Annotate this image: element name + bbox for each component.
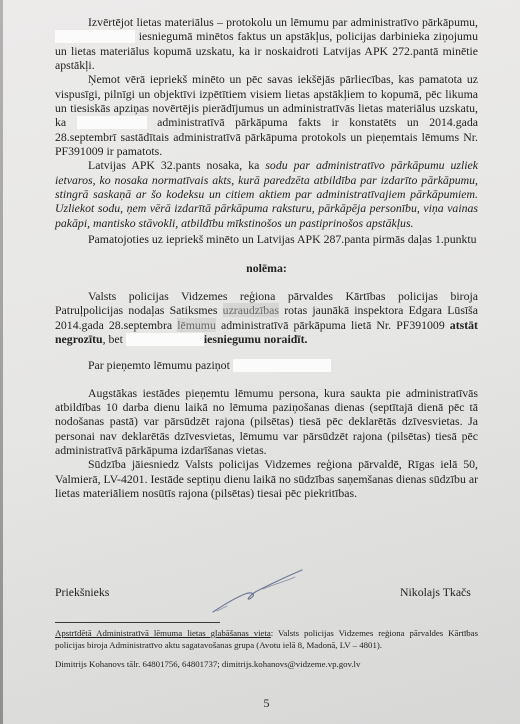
redaction-box: [55, 30, 135, 43]
smudged-word: lēmumu: [177, 317, 216, 332]
paragraph-text: Ņemot vērā iepriekš minēto un pēc savas iekšējās pārliecības, kas pamatota uz vispusīgi, pilnīgi un objektīvi izpētītiem visiem lietas apstākļiem to kopumā, pēc likuma un tiesiskās apziņas novērtējis pierādījumus un administratīvās lietas materiālus uzskatu, ka: [55, 72, 478, 130]
paragraph-legal-basis: [55, 232, 478, 246]
signatory-name: Nikolajs Tkačs: [400, 585, 471, 599]
page-number: 5: [263, 696, 270, 710]
footer-divider: [55, 622, 220, 623]
paragraph-text: Pamatojoties uz iepriekš minēto un Latvijas APK 287.panta pirmās daļas 1.punktu: [88, 232, 477, 247]
paragraph-apk-32: [55, 158, 478, 230]
notification-line: [55, 358, 478, 372]
paragraph-text: iesniegumā minētos faktus un apstākļus, policijas darbinieka ziņojumu un lietas materiālus kopumā uzskatu, ka ir noskaidroti Latvijas APK 272.pantā minētie apstākļi.: [55, 29, 478, 73]
decision-heading: nolēma:: [246, 261, 287, 275]
decision-text-bold: atstāt negrozītu: [55, 317, 478, 346]
document-body: [55, 15, 478, 500]
paragraph-text: Augstākas iestādes pieņemtu lēmumu persona, kura saukta pie administratīvās atbildības 10 darba dienu laikā no lēmuma paziņošanas dienas (septītajā dienā pēc tā nodošanas pastā) var pārsūdzēt rajona (pilsētas) tiesā pēc deklarētās dzīvesvietas. Ja personai nav deklarētās dzīvesvietas, lēmumu var pārsūdzēt rajona (pilsētas) tiesā pēc administratīvā pārkāpuma izdarīšanas vietas.: [55, 385, 478, 457]
storage-location-label: Apstrīdētā Administratīvā lēmuma lietas glabāšanas vieta: [55, 628, 271, 638]
paragraph-text: , bet: [102, 331, 123, 346]
paragraph-text: Par pieņemto lēmumu paziņot: [88, 357, 230, 372]
document-footer: [55, 627, 478, 670]
smudged-word: uzraudzības: [222, 303, 280, 318]
contact-line: Dimitrijs Kohanovs tālr. 64801756, 64801737; dimitrijs.kohanovs@vidzeme.vp.gov.lv: [55, 659, 361, 669]
redaction-box: [77, 116, 147, 129]
paragraph-text: Sūdzība jāiesniedz Valsts policijas Vidzemes reģiona pārvaldē, Rīgas ielā 50, Valmierā, LV-4201. Iestāde septiņu dienu laikā no sūdzības saņemšanas dienas sūdzību ar lietas materiāliem nosūtīs rajona (pilsētas) tiesai pēc piekritības.: [55, 457, 478, 500]
paragraph-considering: [55, 72, 478, 158]
paragraph-text: Valsts policijas Vidzemes reģiona pārvaldes Kārtības policijas biroja Patruļpolicijas nodaļas Satiksmes: [55, 288, 478, 318]
paragraph-text: rotas jaunākā inspektora Edgara Lūsīša 2014.gada 28.septembra: [55, 303, 479, 332]
quoted-law-text: sodu par administratīvo pārkāpumu uzliek ietvaros, ko nosaka normatīvais akts, kurā paredzēta atbildība par izdarīto pārkāpumu, stingrā saskaņā ar šo kodeksu un citiem aktiem par administratīvajiem pārkāpumiem. Uzliekot sodu, ņem vērā izdarītā pārkāpuma raksturu, pārkāpēja personību, viņa vainas pakāpi, mantisko stāvokli, atbildību mīkstinošos un pastiprinošos apstākļus.: [55, 158, 478, 230]
paragraph-text: Latvijas APK 32.pants nosaka, ka: [88, 158, 260, 173]
storage-location-text: : Valsts policijas Vidzemes reģiona pārvaldes Kārtības policijas biroja Administratīvo aktu sagatavošanas grupa (Avotu ielā 8, Madonā, LV – 4801).: [55, 628, 478, 650]
handwritten-signature: [205, 562, 315, 618]
paragraph-text: administratīvā pārkāpuma fakts ir konstatēts un 2014.gada 28.septembrī sastādītais administratīvā pārkāpuma protokols un pieņemtais lēmums Nr. PF391009 ir pamatots.: [55, 115, 479, 159]
scan-paper-edge: [0, 0, 3, 724]
paragraph-text: Izvērtējot lietas materiālus – protokolu un lēmumu par administratīvo pārkāpumu,: [88, 15, 478, 29]
decision-text-bold: iesniegumu noraidīt.: [203, 331, 308, 346]
paragraph-appeal-rights: [55, 386, 478, 458]
redaction-box: [233, 359, 331, 372]
paragraph-complaint-submission: [55, 457, 478, 500]
paragraph-evaluation: [55, 15, 478, 72]
paragraph-decision: [55, 289, 478, 346]
storage-location-note: [55, 627, 478, 651]
redaction-box: [126, 333, 204, 346]
signatory-position: Priekšnieks: [55, 585, 110, 599]
paragraph-text: administratīvā pārkāpuma lietā Nr. PF391009: [220, 317, 445, 332]
